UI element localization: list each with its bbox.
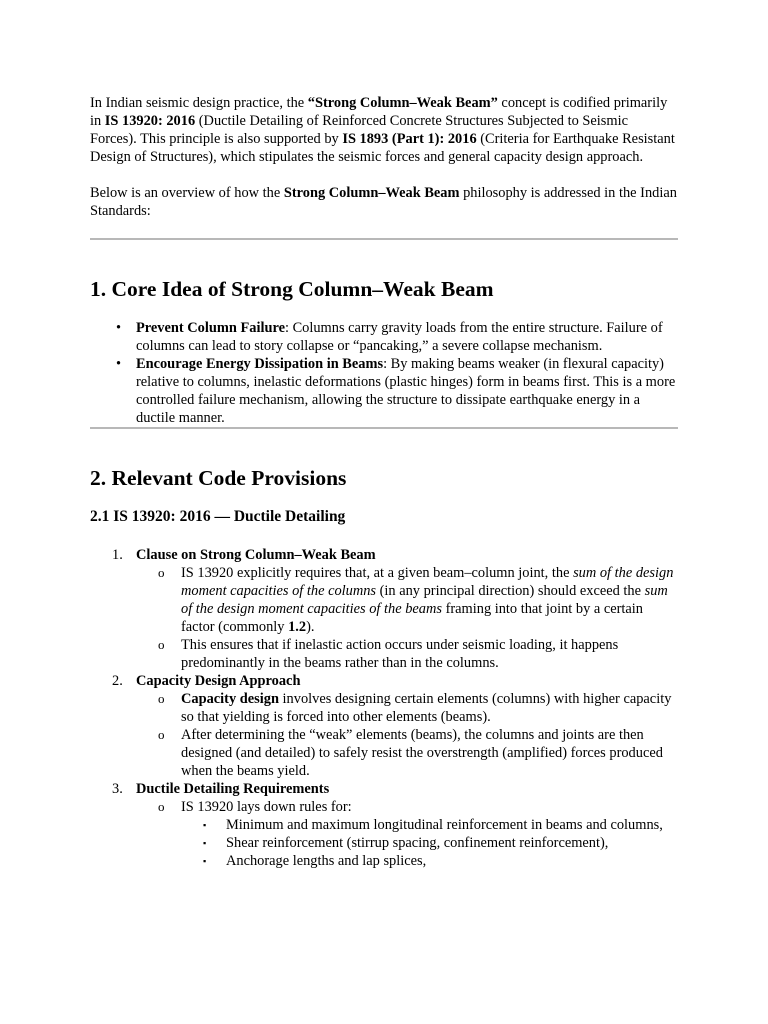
- intro-text-1: In Indian seismic design practice, the: [90, 95, 308, 111]
- rules-list: [181, 816, 678, 870]
- item-number: 2.: [112, 673, 123, 689]
- sub-text: IS 13920 lays down rules for:: [181, 799, 352, 815]
- list-item: [112, 780, 678, 870]
- rule-text: Shear reinforcement (stirrup spacing, confinement reinforcement),: [226, 835, 609, 851]
- list-item: [112, 672, 678, 780]
- item-text: : Columns carry gravity loads from the entire structure. Failure of columns can lead to story collapse or “pancaking,” a severe collapse mechanism.: [136, 320, 663, 354]
- list-item: [112, 546, 678, 672]
- sub-list: [136, 690, 678, 780]
- rule-item: [203, 852, 678, 870]
- sub-text: ).: [306, 619, 315, 635]
- rule-text: Minimum and maximum longitudinal reinforcement in beams and columns,: [226, 817, 663, 833]
- overview-text-1: Below is an overview of how the: [90, 185, 284, 201]
- rule-item: [203, 834, 678, 852]
- square-bullet-icon: ▪: [203, 838, 207, 848]
- list-item: [116, 319, 678, 355]
- sub-item: [158, 636, 678, 672]
- intro-paragraph: [90, 94, 678, 166]
- overview-paragraph: [90, 184, 678, 220]
- divider-2: [90, 427, 678, 429]
- item-label: Prevent Column Failure: [136, 320, 285, 336]
- circle-bullet-icon: o: [158, 691, 165, 706]
- square-bullet-icon: ▪: [203, 820, 207, 830]
- item-text: : By making beams weaker (in flexural capacity) relative to columns, inelastic deformations (plastic hinges) form in beams first. This is a more controlled failure mechanism, allowing the structure to dissipate earthquake energy in a ductile manner.: [136, 356, 676, 426]
- subsection-heading: 2.1 IS 13920: 2016 — Ductile Detailing: [90, 508, 346, 525]
- item-number: 1.: [112, 547, 123, 563]
- sub-text: IS 13920 explicitly requires that, at a given beam–column joint, the: [181, 565, 574, 581]
- circle-bullet-icon: o: [158, 637, 165, 652]
- intro-text-3: (Ductile Detailing of Reinforced Concrete Structures Subjected to Seismic Forces). This principle is also supported by: [90, 113, 628, 147]
- sub-italic: sum of the design moment capacities of the columns: [181, 565, 674, 599]
- intro-text-4: (Criteria for Earthquake Resistant Design of Structures), which stipulates the seismic forces and general capacity design approach.: [90, 131, 675, 165]
- intro-bold-is1893: IS 1893 (Part 1): 2016: [342, 131, 477, 147]
- item-number: 3.: [112, 781, 123, 797]
- sub-item: [158, 690, 678, 726]
- item-title: Ductile Detailing Requirements: [136, 781, 330, 797]
- bullet-icon: •: [116, 356, 122, 372]
- sub-list: [136, 798, 678, 870]
- intro-bold-concept: “Strong Column–Weak Beam”: [307, 95, 498, 111]
- sub-text: This ensures that if inelastic action occurs under seismic loading, it happens predominantly in the beams rather than in the columns.: [181, 637, 619, 671]
- item-title: Clause on Strong Column–Weak Beam: [136, 547, 376, 563]
- circle-bullet-icon: o: [158, 727, 165, 742]
- sub-text: (in any principal direction) should exceed the: [376, 583, 645, 599]
- intro-bold-is13920: IS 13920: 2016: [104, 113, 196, 129]
- sub-text: framing into that joint by a certain factor (commonly: [181, 601, 643, 635]
- sub-bold: 1.2: [288, 619, 307, 635]
- list-item: [116, 355, 678, 427]
- circle-bullet-icon: o: [158, 565, 165, 580]
- overview-text-2: philosophy is addressed in the Indian Standards:: [90, 185, 677, 219]
- item-label: Encourage Energy Dissipation in Beams: [136, 356, 384, 372]
- sub-text: involves designing certain elements (columns) with higher capacity so that yielding is forced into other elements (beams).: [181, 691, 672, 725]
- section-1-list: [90, 319, 678, 427]
- square-bullet-icon: ▪: [203, 856, 207, 866]
- divider-1: [90, 238, 678, 240]
- sub-list: [136, 564, 678, 672]
- bullet-icon: •: [116, 320, 122, 336]
- intro-text-2: concept is codified primarily in: [90, 95, 668, 129]
- sub-item: [158, 798, 678, 870]
- rule-text: Anchorage lengths and lap splices,: [226, 853, 427, 869]
- circle-bullet-icon: o: [158, 799, 165, 814]
- sub-item: [158, 726, 678, 780]
- provisions-list: [90, 546, 678, 870]
- overview-bold: Strong Column–Weak Beam: [283, 185, 460, 201]
- sub-text: After determining the “weak” elements (beams), the columns and joints are then designed (and detailed) to safely resist the overstrength (amplified) forces produced when the beams yield.: [181, 727, 663, 779]
- sub-italic: sum of the design moment capacities of the beams: [181, 583, 668, 617]
- rule-item: [203, 816, 678, 834]
- sub-bold: Capacity design: [181, 691, 279, 707]
- item-title: Capacity Design Approach: [136, 673, 301, 689]
- section-1-heading: 1. Core Idea of Strong Column–Weak Beam: [90, 277, 494, 301]
- section-2-heading: 2. Relevant Code Provisions: [90, 466, 347, 490]
- sub-item: [158, 564, 678, 636]
